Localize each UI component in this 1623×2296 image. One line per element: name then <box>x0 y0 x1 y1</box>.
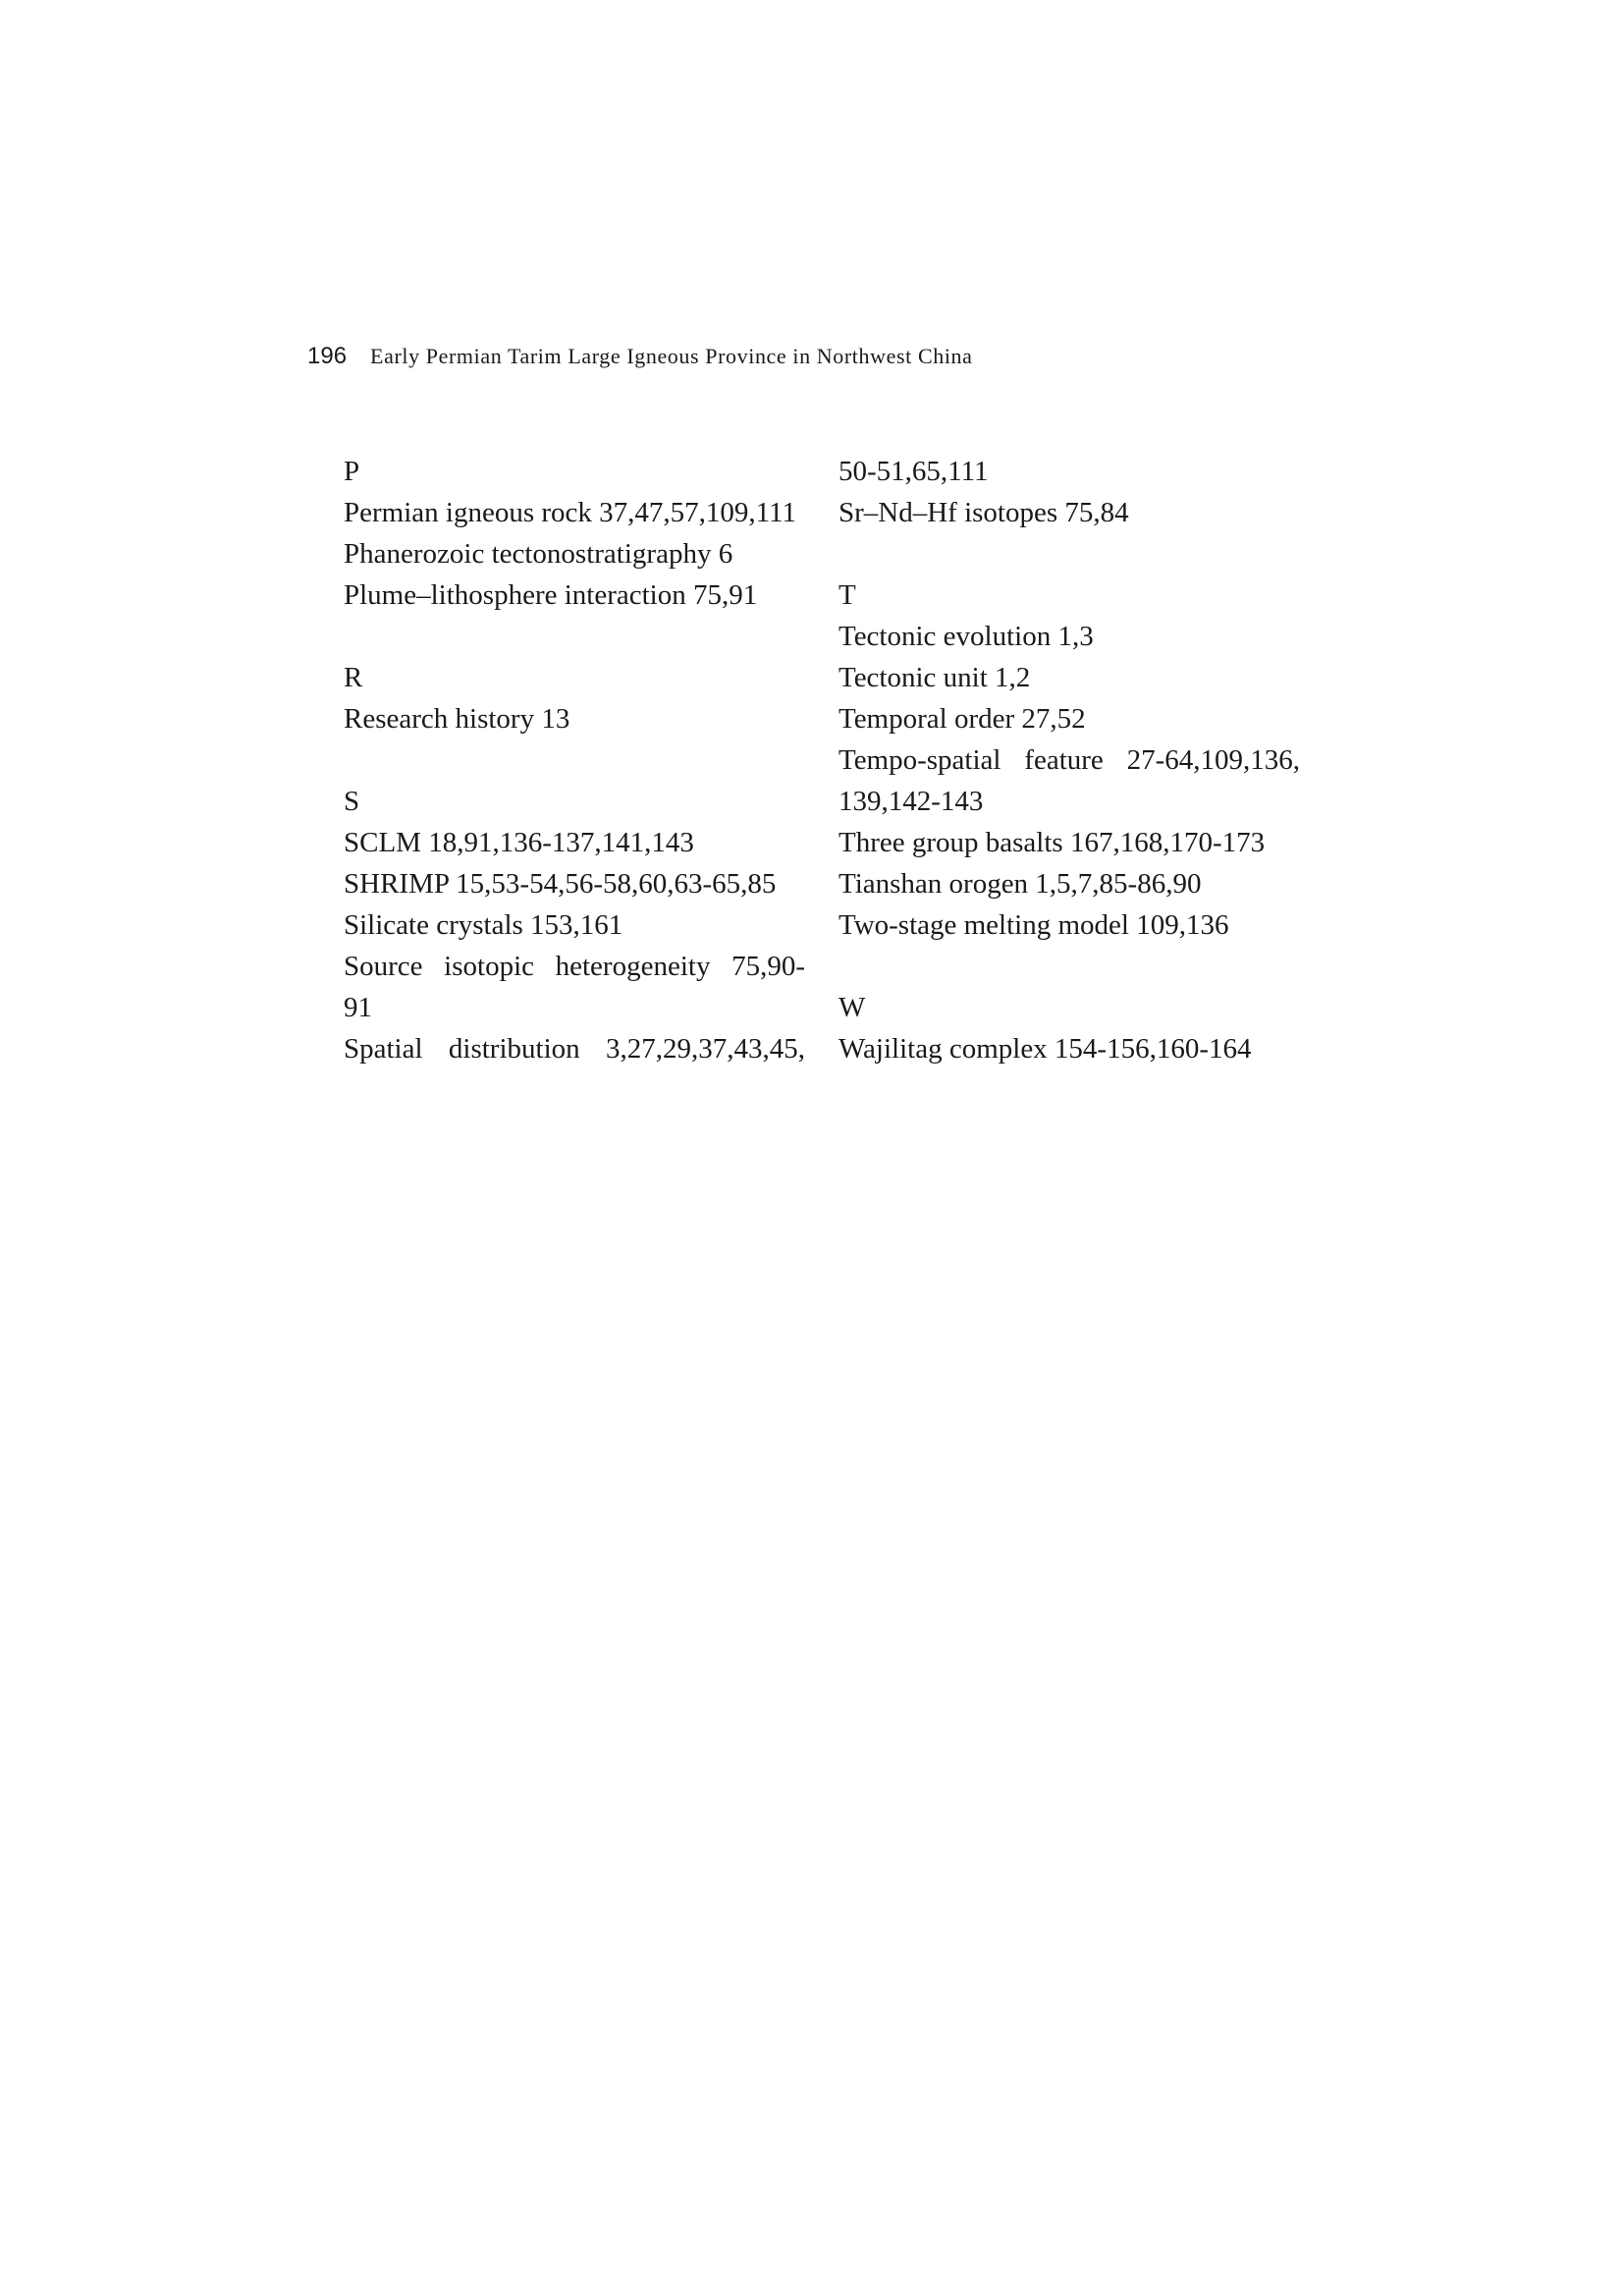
blank-line <box>344 616 805 657</box>
running-head <box>307 342 973 371</box>
index-entry <box>839 739 1300 781</box>
index-entry: Tianshan orogen 1,5,7,85-86,90 <box>839 868 1202 900</box>
index-entry: Tectonic evolution 1,3 <box>839 621 1094 652</box>
index-entry: Three group basalts 167,168,170-173 <box>839 827 1266 858</box>
blank-line <box>839 946 1300 987</box>
index-entry <box>344 946 805 987</box>
index-entry: Tectonic unit 1,2 <box>839 662 1031 693</box>
index-entry: Sr–Nd–Hf isotopes 75,84 <box>839 497 1129 528</box>
index-entry: Research history 13 <box>344 703 570 735</box>
index-entry-continuation: 50-51,65,111 <box>839 456 989 487</box>
index-column-left <box>344 451 805 1069</box>
index-letter-heading: S <box>344 786 360 817</box>
index-entry: Silicate crystals 153,161 <box>344 909 623 941</box>
index-entry-continuation: 139,142-143 <box>839 786 984 817</box>
running-title: Early Permian Tarim Large Igneous Province in Northwest China <box>370 344 973 368</box>
index-letter-heading: P <box>344 456 360 487</box>
index-entry: Wajilitag complex 154-156,160-164 <box>839 1033 1252 1065</box>
index-entry-text: Tempo-spatial feature 27-64,109,136, <box>839 744 1300 776</box>
index-entry <box>344 1028 805 1069</box>
index-column-right <box>839 451 1300 1069</box>
blank-line <box>344 739 805 781</box>
index-entry-text: Source isotopic heterogeneity 75,90- <box>344 951 805 982</box>
index-letter-heading: T <box>839 579 856 611</box>
index-entry: SHRIMP 15,53-54,56-58,60,63-65,85 <box>344 868 777 900</box>
index-entry: Temporal order 27,52 <box>839 703 1086 735</box>
index-entry: SCLM 18,91,136-137,141,143 <box>344 827 694 858</box>
index-entry: Phanerozoic tectonostratigraphy 6 <box>344 538 733 570</box>
index-entry-continuation: 91 <box>344 992 372 1023</box>
index-entry-text: Spatial distribution 3,27,29,37,43,45, <box>344 1033 805 1065</box>
page-number: 196 <box>307 343 348 369</box>
index-entry: Plume–lithosphere interaction 75,91 <box>344 579 758 611</box>
blank-line <box>839 533 1300 574</box>
index-letter-heading: W <box>839 992 866 1023</box>
index-entry: Two-stage melting model 109,136 <box>839 909 1229 941</box>
index-letter-heading: R <box>344 662 363 693</box>
index-entry: Permian igneous rock 37,47,57,109,111 <box>344 497 796 528</box>
